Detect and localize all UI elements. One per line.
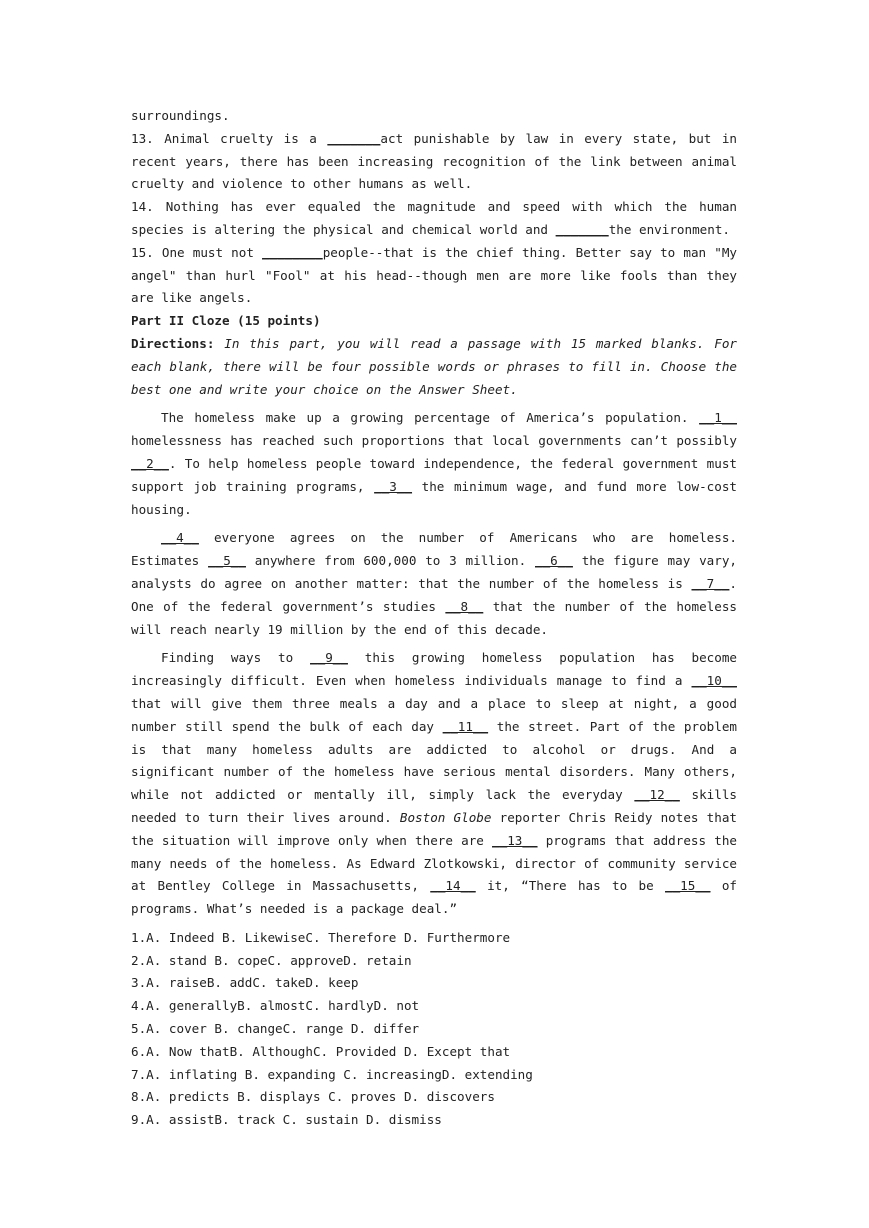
cloze-blank-4: __4__	[161, 530, 199, 546]
cloze-blank-2: __2__	[131, 455, 169, 471]
answer-blank: _______	[555, 221, 609, 237]
option-line-5: 5.A. cover B. changeC. range D. differ	[131, 1021, 420, 1037]
text-line-surroundings: surroundings.	[131, 108, 230, 123]
option-line-1: 1.A. Indeed B. LikewiseC. Therefore D. Furthermore	[131, 929, 511, 945]
option-line-6: 6.A. Now thatB. AlthoughC. Provided D. Except that	[131, 1043, 511, 1059]
passage-paragraph-2: __4__ everyone agrees on the number of Americans who are homeless. Estimates __5__ anywhere from 600,000 to 3 million. __6__ the figure may vary, analysts do agree on another matter: that the number of the homeless is __7__. One of the federal government’s studies __8__ that the number of the homeless will reach nearly 19 million by the end of this decade.	[131, 530, 737, 637]
cloze-blank-13: __13__	[492, 832, 538, 848]
cloze-blank-11: __11__	[442, 718, 489, 734]
cloze-blank-10: __10__	[691, 673, 737, 689]
directions-label: Directions:	[131, 335, 215, 351]
directions-text: In this part, you will read a passage with 15 marked blanks. For each blank, there will be four possible words or phrases to fill in. Choose the best one and write your choice on the Answer Sheet.	[131, 335, 737, 397]
passage-paragraph-1: The homeless make up a growing percentage of America’s population. __1__ homelessness has reached such proportions that local governments can’t possibly __2__. To help homeless people toward independence, the federal government must support job training programs, __3__ the minimum wage, and fund more low-cost housing.	[131, 410, 737, 517]
cloze-blank-12: __12__	[634, 787, 680, 803]
option-line-9: 9.A. assistB. track C. sustain D. dismiss	[131, 1112, 442, 1128]
publication-name: Boston Globe	[399, 809, 492, 825]
answer-options-list	[131, 927, 737, 1132]
cloze-blank-14: __14__	[430, 878, 476, 894]
answer-blank: _______	[327, 130, 381, 146]
passage-paragraph-3: Finding ways to __9__ this growing homeless population has become increasingly difficult. Even when homeless individuals manage to find a __10__ that will give them three meals a day and a place to sleep at night, a good number still spend the bulk of each day __11__ the street. Part of the problem is that many homeless adults are addicted to alcohol or drugs. And a significant number of the homeless have serious mental disorders. Many others, while not addicted or mentally ill, simply lack the everyday __12__ skills needed to turn their lives around. Boston Globe reporter Chris Reidy notes that the situation will improve only when there are __13__ programs that address the many needs of the homeless. As Edward Zlotkowski, director of community service at Bentley College in Massachusetts, __14__ it, “There has to be __15__ of programs. What’s needed is a package deal.”	[131, 650, 738, 917]
question-14: 14. Nothing has ever equaled the magnitude and speed with which the human species is altering the physical and chemical world and _______the environment.	[131, 199, 737, 237]
cloze-blank-8: __8__	[445, 598, 484, 614]
cloze-blank-5: __5__	[208, 553, 246, 569]
option-line-4: 4.A. generallyB. almostC. hardlyD. not	[131, 998, 420, 1014]
document-page	[131, 105, 737, 1132]
cloze-blank-3: __3__	[374, 478, 413, 494]
answer-blank: ________	[262, 244, 323, 260]
option-line-2: 2.A. stand B. copeC. approveD. retain	[131, 952, 412, 968]
cloze-blank-15: __15__	[665, 878, 711, 894]
question-13: 13. Animal cruelty is a _______act punishable by law in every state, but in recent years, there has been increasing recognition of the link between animal cruelty and violence to other humans as well.	[131, 130, 737, 192]
cloze-blank-9: __9__	[310, 650, 348, 666]
directions	[131, 333, 737, 401]
question-15: 15. One must not ________people--that is the chief thing. Better say to man "My angel" than hurl "Fool" at his head--though men are more like fools than they are like angels.	[131, 244, 737, 306]
option-line-7: 7.A. inflating B. expanding C. increasingD. extending	[131, 1066, 533, 1082]
cloze-blank-7: __7__	[691, 575, 730, 591]
option-line-8: 8.A. predicts B. displays C. proves D. discovers	[131, 1089, 495, 1105]
section-title: Part II Cloze (15 points)	[131, 313, 321, 329]
option-line-3: 3.A. raiseB. addC. takeD. keep	[131, 975, 359, 991]
cloze-blank-1: __1__	[699, 410, 737, 426]
cloze-blank-6: __6__	[535, 553, 573, 569]
